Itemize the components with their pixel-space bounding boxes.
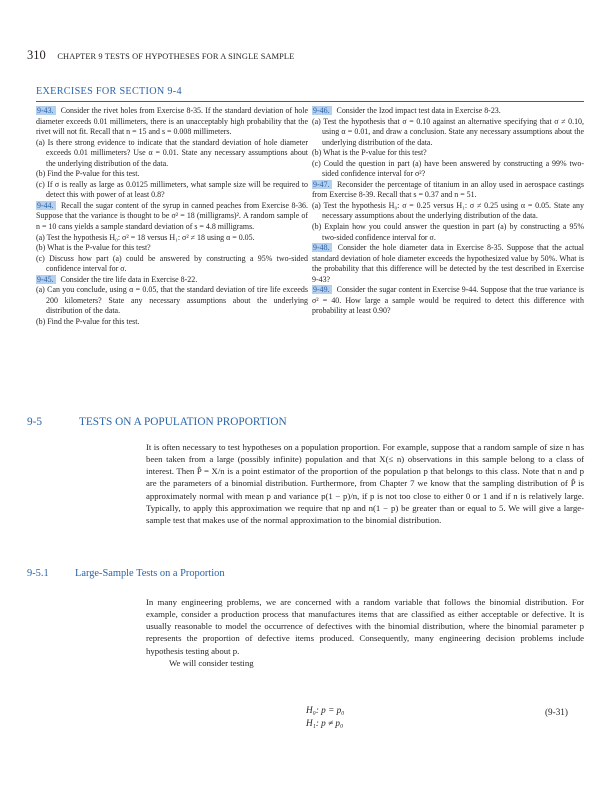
exercise-part: (c) Could the question in part (a) have been answered by constructing a 99% two-sided confidence interval for σ²?	[312, 158, 584, 179]
exercise-number: 9-46.	[313, 106, 330, 115]
exercises-heading: EXERCISES FOR SECTION 9-4	[36, 86, 182, 97]
exercise-part: (b) What is the P-value for this test?	[312, 148, 427, 158]
exercise-text: Reconsider the percentage of titanium in an alloy used in aerospace castings from Exercise 8-39. Recall that s = 0.37 and n = 51.	[312, 179, 584, 200]
exercise-part: (a) Is there strong evidence to indicate that the standard deviation of hole diameter exceeds 0.01 millimeters? Use α = 0.01. State any necessary assumptions about the underlying distribution of the data.	[36, 137, 308, 168]
subsection-body	[146, 596, 584, 669]
exercise-part: (b) What is the P-value for this test?	[36, 243, 151, 253]
exercises-right-column	[312, 106, 584, 317]
exercise-paragraph	[312, 243, 584, 285]
exercise-number: 9-44.	[37, 200, 54, 210]
page-number: 310	[27, 48, 46, 62]
running-head	[27, 49, 294, 63]
exercise-text: Consider the sugar content in Exercise 9-44. Suppose that the true variance is σ² = 40. How large a sample would be required to detect this difference with probability at least 0.90?	[312, 285, 584, 316]
section-heading	[27, 416, 287, 428]
body-paragraph: It is often necessary to test hypotheses on a population proportion. For example, suppose that a random sample of size n has been taken from a large (possibly infinite) population and that X(≤ n) observations in this sample belong to a class of interest. Then P̂ = X/n is a point estimator of the proportion of the population p that belongs to this class. Note that n and p are the parameters of a binomial distribution. Furthermore, from Chapter 7 we know that the sampling distribution of P̂ is approximately normal with mean p and variance p(1 − p)/n, if p is not too close to either 0 or 1 and if n is relatively large. Typically, to apply this approximation we require that np and n(1 − p) be greater than or equal to 5. We will give a large-sample test that makes use of the normal approximation to the binomial distribution.	[146, 442, 584, 525]
exercise-part: (a) Test the hypothesis H₀: σ = 0.25 versus H₁: σ ≠ 0.25 using α = 0.05. State any necessary assumptions about the underlying distribution of the data.	[312, 200, 584, 221]
exercise-paragraph	[36, 106, 308, 138]
exercise-part: (a) Can you conclude, using α = 0.05, that the standard deviation of tire life exceeds 200 kilometers? State any necessary assumptions about the underlying distribution of the data.	[36, 285, 308, 316]
subsection-title: Large-Sample Tests on a Proportion	[75, 568, 225, 579]
exercise-part: (a) Test the hypothesis that σ = 0.10 against an alternative specifying that σ ≠ 0.10, using α = 0.01, and draw a conclusion. State any necessary assumptions about the underlying distribution of the data.	[312, 116, 584, 147]
exercise-part: (b) Find the P-value for this test.	[36, 169, 140, 179]
exercise-number: 9-45.	[37, 274, 54, 284]
exercise-number: 9-49.	[313, 285, 330, 295]
body-paragraph: We will consider testing	[169, 657, 254, 668]
exercise-part: (b) Explain how you could answer the question in part (a) by constructing a 95% two-sided confidence interval for σ.	[312, 222, 584, 242]
exercise-part: (c) If σ is really as large as 0.0125 millimeters, what sample size will be required to detect this with power of at least 0.8?	[36, 179, 308, 200]
exercise-text: Consider the Izod impact test data in Exercise 8-23.	[334, 106, 501, 115]
exercise-paragraph	[312, 106, 584, 117]
heading-rule	[36, 101, 584, 102]
exercise-part: (a) Test the hypothesis H₀: σ² = 18 versus H₁: σ² ≠ 18 using α = 0.05.	[36, 232, 255, 242]
exercise-text: Consider the rivet holes from Exercise 8-35. If the standard deviation of hole diameter exceeds 0.01 millimeters, there is an unacceptably high probability that the rivet will not fit. Recall that n = 15 and s = 0.008 millimeters.	[36, 106, 308, 137]
exercise-paragraph	[36, 275, 308, 286]
exercise-paragraph	[36, 201, 308, 233]
section-title: TESTS ON A POPULATION PROPORTION	[79, 416, 287, 428]
exercise-paragraph	[312, 180, 584, 201]
equation-number: (9-31)	[545, 707, 568, 717]
exercise-text: Recall the sugar content of the syrup in canned peaches from Exercise 8-36. Suppose that the variance is thought to be σ² = 18 (milligrams)². A random sample of n = 10 cans yields a sample standard deviation of s = 4.8 milligrams.	[36, 200, 308, 232]
exercise-number: 9-48.	[313, 243, 330, 253]
exercise-text: Consider the hole diameter data in Exercise 8-35. Suppose that the actual standard deviation of hole diameter exceeds the hypothesized value by 50%. What is the probability that this difference will be detected by the test described in Exercise 9-43?	[312, 243, 584, 284]
exercise-paragraph	[312, 285, 584, 317]
chapter-title: CHAPTER 9 TESTS OF HYPOTHESES FOR A SINGLE SAMPLE	[57, 52, 295, 61]
exercise-part: (b) Find the P-value for this test.	[36, 316, 140, 326]
body-paragraph: In many engineering problems, we are concerned with a random variable that follows the binomial distribution. For example, consider a production process that manufactures items that are classified as either acceptable or defective. It is usually reasonable to model the occurrence of defectives with the binomial distribution, where the binomial parameter p represents the proportion of defective items produced. Consequently, many engineering decision problems include hypothesis testing about p.	[146, 597, 584, 656]
equation-alternative-hypothesis: H₁: p ≠ p₀	[306, 718, 344, 728]
exercise-number: 9-43.	[37, 106, 54, 115]
exercises-left-column	[36, 106, 308, 327]
exercise-number: 9-47.	[313, 179, 330, 189]
subsection-heading	[27, 568, 225, 579]
exercise-part: (c) Discuss how part (a) could be answered by constructing a 95% two-sided confidence interval for σ.	[36, 253, 308, 274]
subsection-number: 9-5.1	[27, 568, 49, 579]
equation-null-hypothesis: H₀: p = p₀	[306, 705, 345, 715]
section-number: 9-5	[27, 416, 43, 428]
section-body	[146, 441, 584, 526]
exercise-text: Consider the tire life data in Exercise 8-22.	[58, 274, 198, 284]
